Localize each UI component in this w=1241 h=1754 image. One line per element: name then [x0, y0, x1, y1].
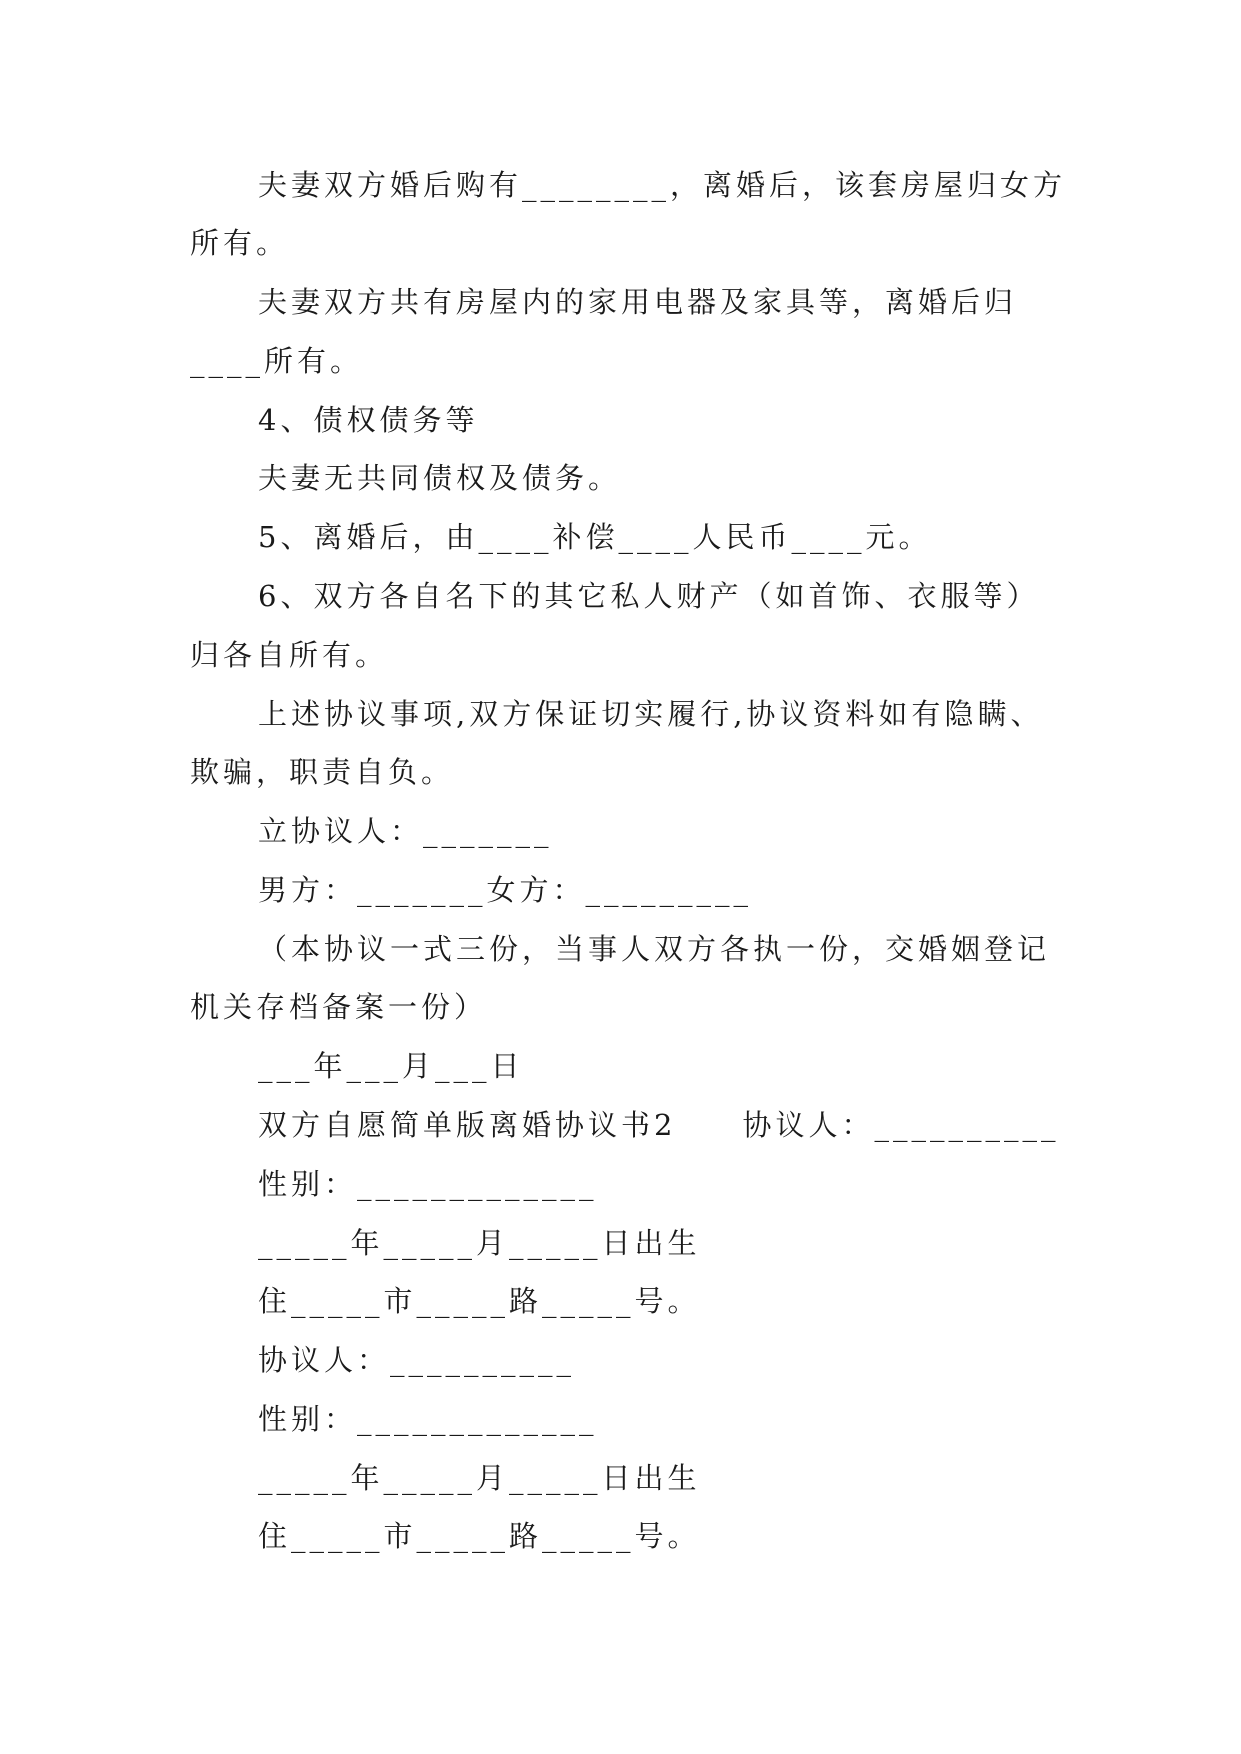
section-heading: 4、债权债务等 — [258, 403, 479, 437]
gender-line: 性别：_____________ — [258, 1402, 598, 1436]
address-line: 住_____市_____路_____号。 — [258, 1519, 701, 1553]
paragraph-line: 夫妻双方共有房屋内的家用电器及家具等，离婚后归 — [258, 285, 1018, 319]
paragraph-line: 夫妻无共同债权及债务。 — [258, 461, 622, 495]
paragraph-line: 6、双方各自名下的其它私人财产（如首饰、衣服等） — [258, 579, 1040, 613]
birth-date-line: _____年_____月_____日出生 — [258, 1461, 701, 1495]
paragraph-line: （本协议一式三份，当事人双方各执一份，交婚姻登记 — [258, 932, 1051, 966]
paragraph-line: 5、离婚后，由____补偿____人民币____元。 — [258, 520, 932, 554]
date-line: ___年___月___日 — [258, 1049, 524, 1083]
document-title-line: 双方自愿简单版离婚协议书2 协议人：__________ — [258, 1108, 1060, 1142]
paragraph-line: ____所有。 — [190, 344, 364, 378]
signatory-line: 协议人：__________ — [258, 1343, 576, 1377]
parties-line: 男方：_______女方：_________ — [258, 873, 753, 907]
paragraph-line: 机关存档备案一份） — [190, 990, 488, 1024]
address-line: 住_____市_____路_____号。 — [258, 1284, 701, 1318]
birth-date-line: _____年_____月_____日出生 — [258, 1226, 701, 1260]
gender-line: 性别：_____________ — [258, 1167, 598, 1201]
paragraph-line: 归各自所有。 — [190, 638, 389, 672]
paragraph-line: 上述协议事项,双方保证切实履行,协议资料如有隐瞒、 — [258, 697, 1044, 731]
paragraph-line: 欺骗，职责自负。 — [190, 755, 455, 789]
paragraph-line: 夫妻双方婚后购有________，离婚后，该套房屋归女方 — [258, 168, 1067, 202]
paragraph-line: 所有。 — [190, 226, 290, 260]
signatory-line: 立协议人：_______ — [258, 814, 553, 848]
